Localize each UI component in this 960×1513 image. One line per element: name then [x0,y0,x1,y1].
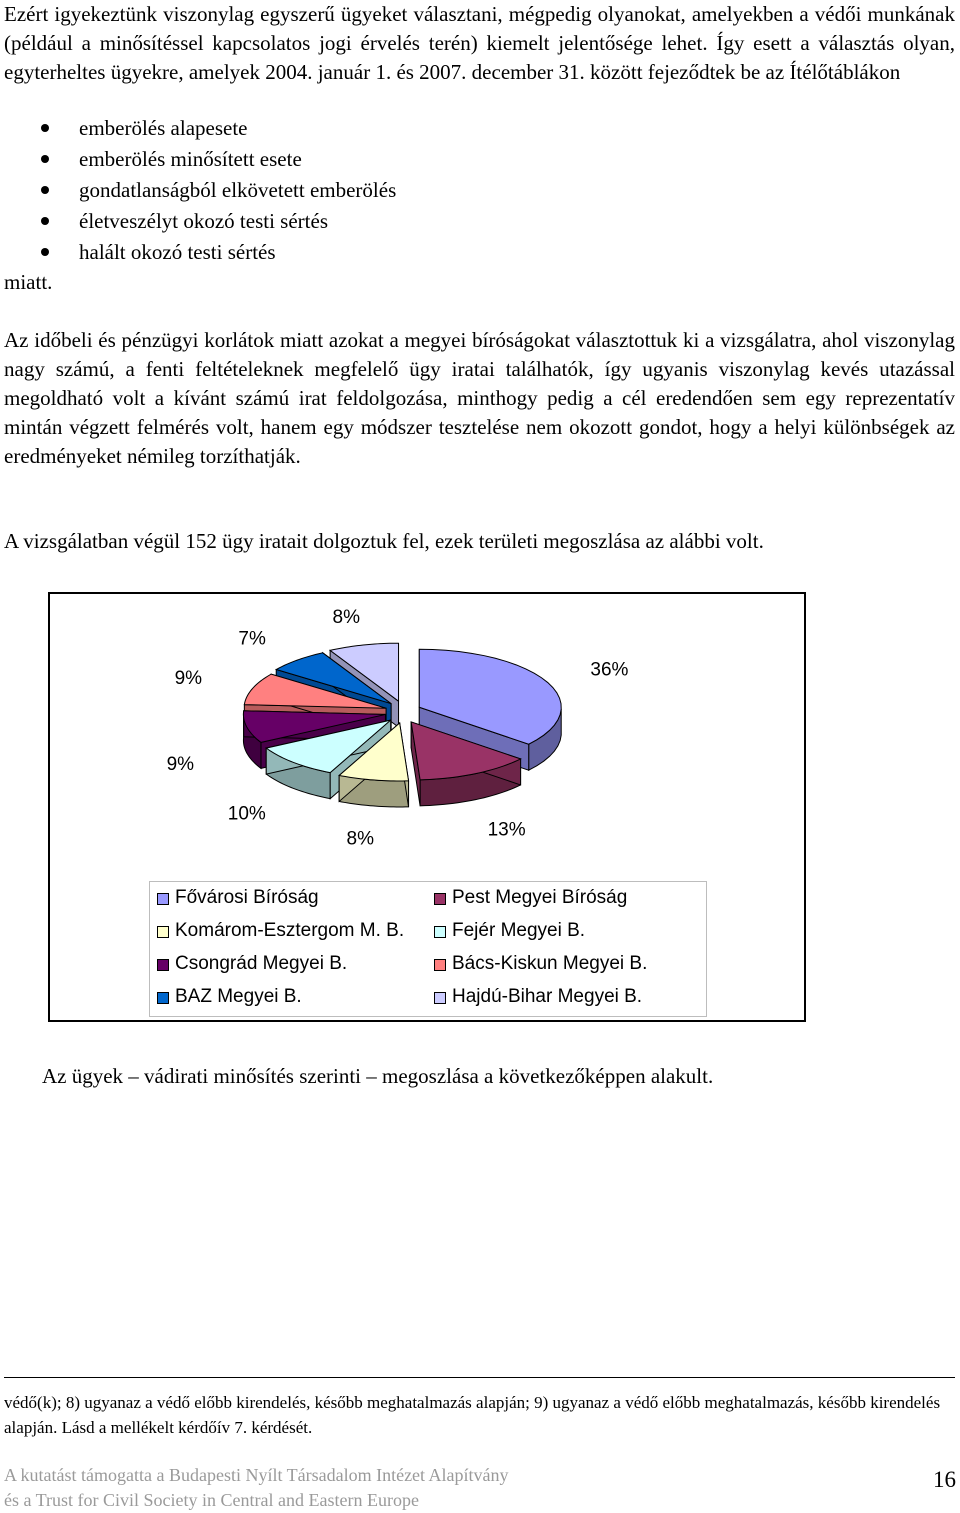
legend-swatch [434,992,446,1004]
page-number: 16 [933,1467,956,1492]
list-item: gondatlanságból elkövetett emberölés [4,175,396,206]
list-item: halált okozó testi sértés [4,237,396,268]
legend-label: Bács-Kiskun Megyei B. [452,953,648,974]
pie-data-label: 13% [487,819,526,841]
footnote: védő(k); 8) ugyanaz a védő előbb kirendelés, később meghatalmazás alapján; 9) ugyanaz a védő előbb meghatalmazás, később kirendelés alapján. Lásd a mellékelt kérdőív 7. kérdését. [4,1393,941,1437]
pie-data-label: 8% [332,607,360,629]
pie-data-label: 36% [590,659,629,681]
bullet-icon [41,186,49,194]
bullet-icon [41,155,49,163]
pie-data-label: 9% [174,668,203,690]
pie-data-label: 8% [346,828,374,850]
legend-swatch [157,992,169,1004]
legend-swatch [157,959,169,971]
legend-swatch [157,893,169,905]
method-paragraph: Az időbeli és pénzügyi korlátok miatt azokat a megyei bíróságokat választottuk ki a vizsgálatra, ahol viszonylag nagy számú, a fenti feltételeknek megfelelő ügy iratai találhatók, így ugyanis viszonylag kevés utazással megoldható volt a kívánt számú irat feldolgozása, minthogy pedig a cél eredendően sem egy reprezentatív mintán végzett felmérés volt, hanem egy módszer tesztelése nem okozott gondot, hogy a helyi különbségek az eredményeket némileg torzíthatják. [4,328,955,468]
bullet-icon [41,124,49,132]
legend-label: Pest Megyei Bíróság [452,887,628,908]
chart-legend [149,881,707,1017]
legend-label: Fővárosi Bíróság [175,887,319,908]
pie-data-label: 10% [227,803,266,825]
legend-swatch [434,893,446,905]
list-item: életveszélyt okozó testi sértés [4,206,396,237]
distribution-paragraph: Az ügyek – vádirati minősítés szerinti – megoszlása a következőképpen alakult. [42,1064,714,1088]
funding-line-2: és a Trust for Civil Society in Central and Eastern Europe [4,1490,419,1510]
legend-label: BAZ Megyei B. [175,986,302,1007]
legend-label: Komárom-Esztergom M. B. [175,920,405,941]
pie-data-label: 7% [238,628,266,650]
legend-label: Hajdú-Bihar Megyei B. [452,986,643,1007]
bullet-icon [41,248,49,256]
legend-swatch [434,926,446,938]
funding-line-1: A kutatást támogatta a Budapesti Nyílt Társadalom Intézet Alapítvány [4,1465,509,1485]
bullet-icon [41,217,49,225]
footnote-divider [4,1377,955,1378]
legend-swatch [434,959,446,971]
list-item: emberölés alapesete [4,113,396,144]
pie-chart [48,592,806,1022]
sample-paragraph: A vizsgálatban végül 152 ügy iratait dolgoztuk fel, ezek területi megoszlása az alábbi volt. [4,529,764,553]
intro-trailing-text: miatt. [4,270,53,294]
offense-list [4,113,396,268]
pie-data-label: 9% [166,754,195,776]
list-item: emberölés minősített esete [4,144,396,175]
funding-note [4,1463,509,1513]
legend-label: Csongrád Megyei B. [175,953,348,974]
legend-swatch [157,926,169,938]
intro-paragraph: Ezért igyekeztünk viszonylag egyszerű ügyeket választani, mégpedig olyanokat, amelyekben a védői munkának (például a minősítéssel kapcsolatos jogi érvelés terén) kiemelt jelentősége lehet. Így esett a választás olyan, egyterheltes ügyekre, amelyek 2004. január 1. és 2007. december 31. között fejeződtek be az Ítélőtáblákon [4,2,955,84]
legend-label: Fejér Megyei B. [452,920,586,941]
